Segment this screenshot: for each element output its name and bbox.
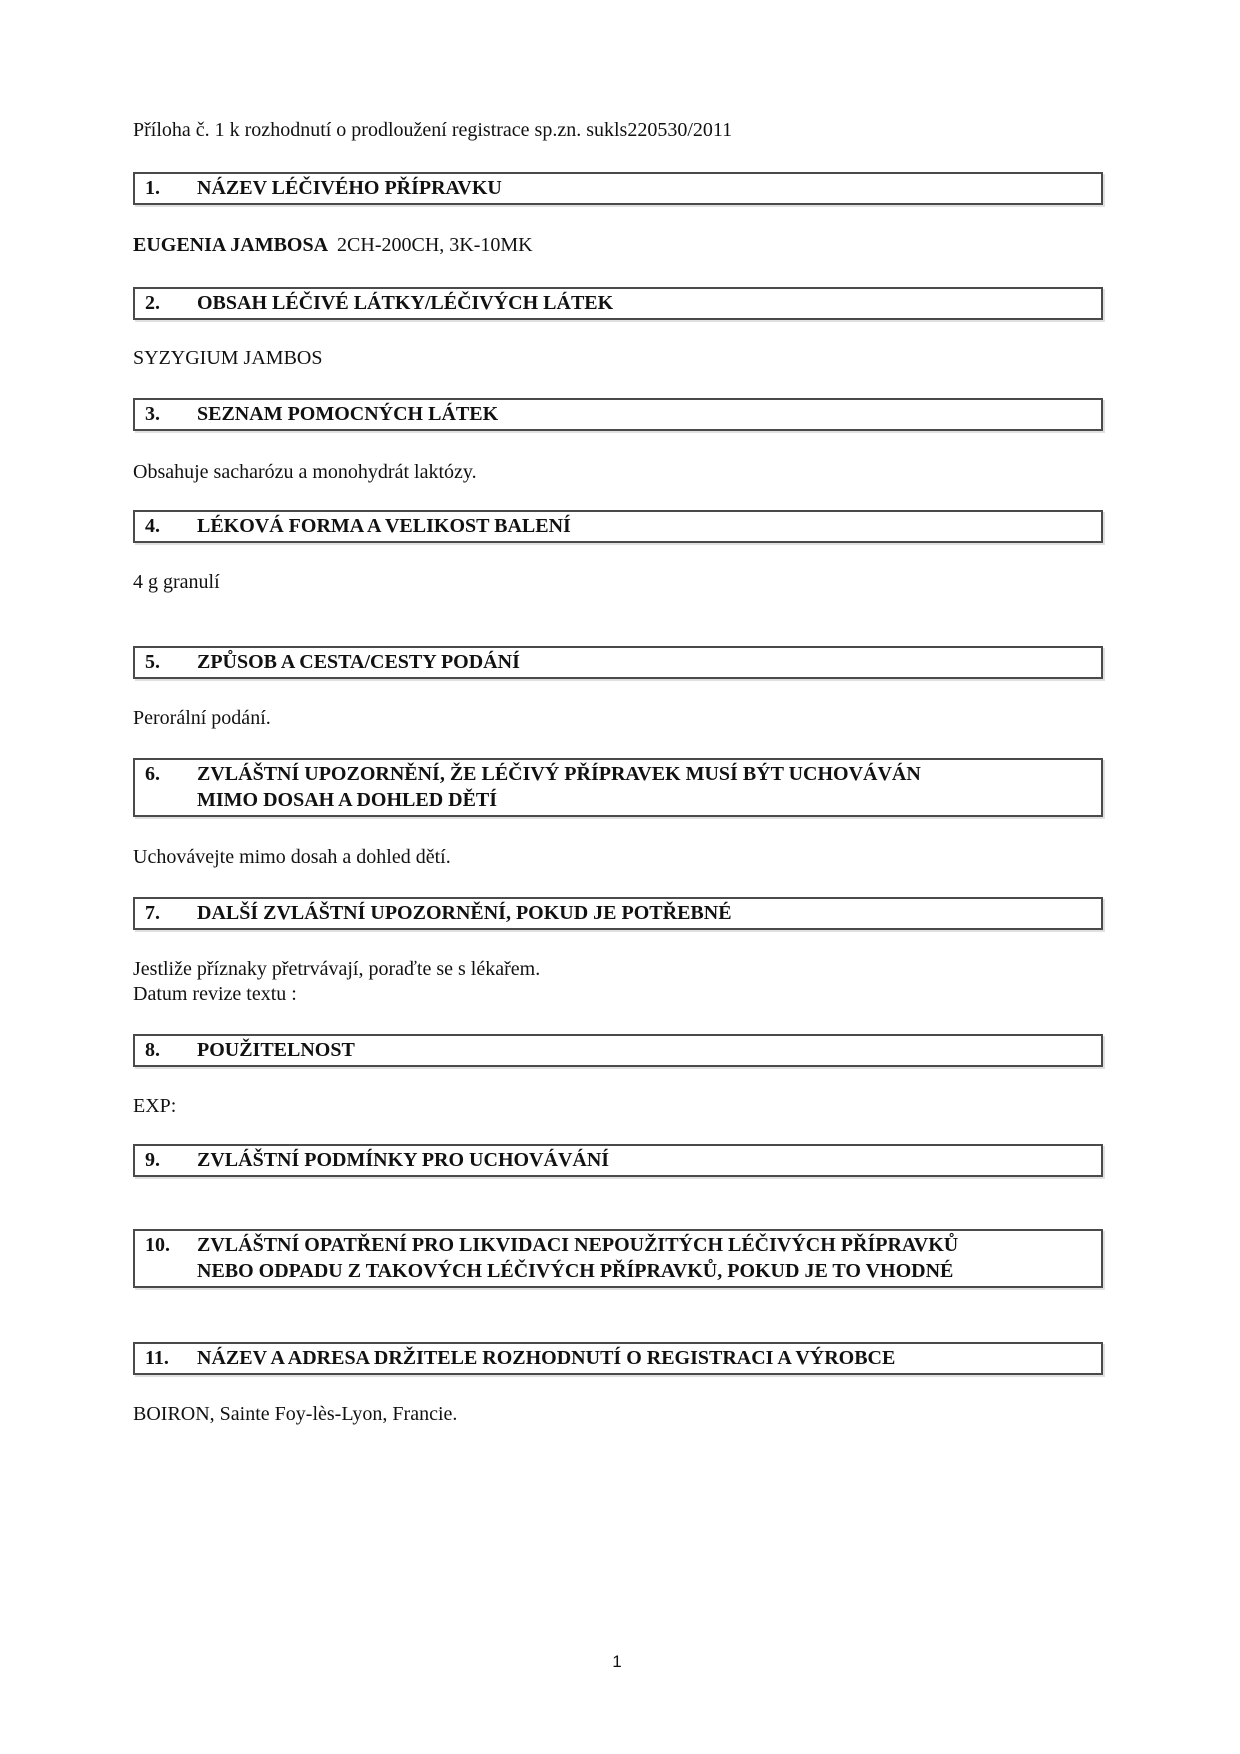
section-title-line-1: ZVLÁŠTNÍ UPOZORNĚNÍ, ŽE LÉČIVÝ PŘÍPRAVEK MUSÍ BÝT UCHOVÁVÁN <box>197 763 921 785</box>
section-number: 11. <box>145 1347 169 1369</box>
section-box-3 <box>133 398 1103 431</box>
document-content <box>133 0 1103 1426</box>
section-number: 2. <box>145 292 160 314</box>
section-number: 8. <box>145 1039 160 1061</box>
warning-text-line: Jestliže příznaky přetrvávají, poraďte se s lékařem. <box>133 958 541 980</box>
warning-text-block <box>133 957 1103 1007</box>
pack-size-text: 4 g granulí <box>133 571 220 593</box>
section-title: SEZNAM POMOCNÝCH LÁTEK <box>197 403 499 425</box>
section-number: 9. <box>145 1149 160 1171</box>
section-title-line-2: NEBO ODPADU Z TAKOVÝCH LÉČIVÝCH PŘÍPRAVKŮ, POKUD JE TO VHODNÉ <box>197 1260 954 1282</box>
section-box-11 <box>133 1342 1103 1375</box>
page-number: 1 <box>612 1652 622 1671</box>
revision-date-label: Datum revize textu : <box>133 983 297 1005</box>
section-title <box>197 761 921 813</box>
section-number: 6. <box>145 763 160 785</box>
section-box-8 <box>133 1034 1103 1067</box>
section-title-line-1: ZVLÁŠTNÍ OPATŘENÍ PRO LIKVIDACI NEPOUŽITÝCH LÉČIVÝCH PŘÍPRAVKŮ <box>197 1234 959 1256</box>
section-title: DALŠÍ ZVLÁŠTNÍ UPOZORNĚNÍ, POKUD JE POTŘEBNÉ <box>197 902 732 924</box>
section-title: ZPŮSOB A CESTA/CESTY PODÁNÍ <box>197 651 520 673</box>
section-box-7 <box>133 897 1103 930</box>
active-substance-text: SYZYGIUM JAMBOS <box>133 347 323 369</box>
mah-manufacturer-text: BOIRON, Sainte Foy-lès-Lyon, Francie. <box>133 1403 458 1425</box>
section-number: 3. <box>145 403 160 425</box>
section-number: 10. <box>145 1234 170 1256</box>
section-box-6 <box>133 758 1103 817</box>
product-name-line <box>133 233 1103 257</box>
section-number: 7. <box>145 902 160 924</box>
section-title: OBSAH LÉČIVÉ LÁTKY/LÉČIVÝCH LÁTEK <box>197 292 614 314</box>
section-title-line-2: MIMO DOSAH A DOHLED DĚTÍ <box>197 789 498 811</box>
section-box-4 <box>133 510 1103 543</box>
product-dilutions: 2CH-200CH, 3K-10MK <box>337 234 533 256</box>
exp-label: EXP: <box>133 1095 177 1117</box>
section-title: ZVLÁŠTNÍ PODMÍNKY PRO UCHOVÁVÁNÍ <box>197 1149 610 1171</box>
section-title: NÁZEV A ADRESA DRŽITELE ROZHODNUTÍ O REGISTRACI A VÝROBCE <box>197 1347 896 1369</box>
section-title: NÁZEV LÉČIVÉHO PŘÍPRAVKU <box>197 177 502 199</box>
section-box-5 <box>133 646 1103 679</box>
excipients-text: Obsahuje sacharózu a monohydrát laktózy. <box>133 461 477 483</box>
section-box-2 <box>133 287 1103 320</box>
product-name: EUGENIA JAMBOSA <box>133 234 329 256</box>
section-title: POUŽITELNOST <box>197 1039 355 1061</box>
section-title <box>197 1232 958 1284</box>
keep-out-of-reach-text: Uchovávejte mimo dosah a dohled dětí. <box>133 846 451 868</box>
section-number: 1. <box>145 177 160 199</box>
section-box-1 <box>133 172 1103 205</box>
document-header: Příloha č. 1 k rozhodnutí o prodloužení registrace sp.zn. sukls220530/2011 <box>133 119 733 141</box>
section-box-10 <box>133 1229 1103 1288</box>
section-number: 4. <box>145 515 160 537</box>
route-of-administration-text: Perorální podání. <box>133 707 271 729</box>
section-box-9 <box>133 1144 1103 1177</box>
section-title: LÉKOVÁ FORMA A VELIKOST BALENÍ <box>197 515 571 537</box>
section-number: 5. <box>145 651 160 673</box>
